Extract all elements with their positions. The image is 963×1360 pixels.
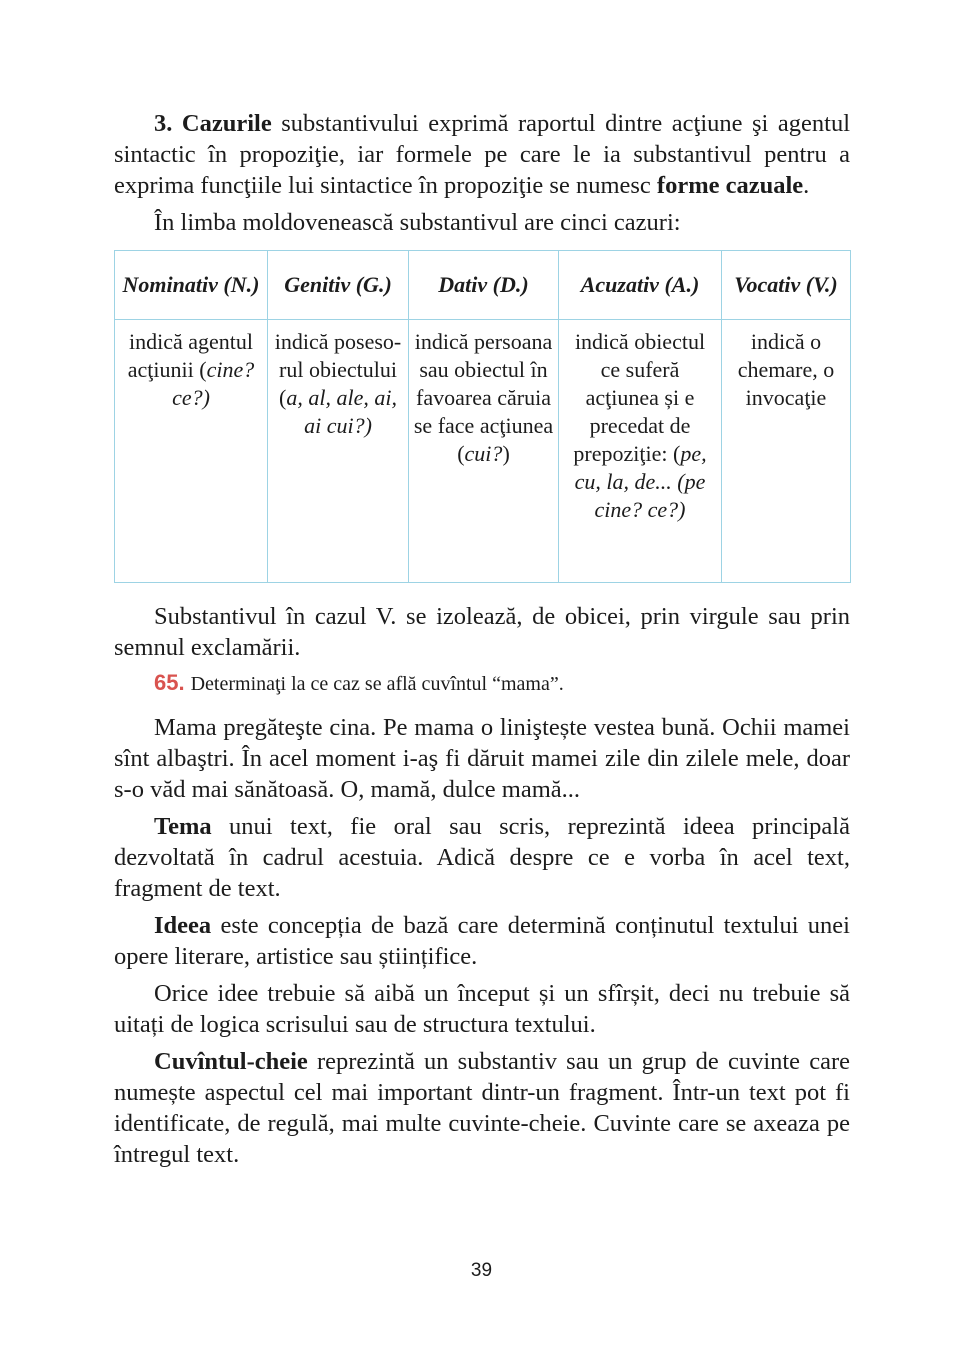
exercise-number: 65. xyxy=(154,670,185,695)
question-text: a, al, ale, ai, ai cui?) xyxy=(286,385,397,438)
exercise-heading xyxy=(154,669,850,698)
exercise-text: Mama pregăteşte cina. Pe mama o liniştește vestea bună. Ochii mamei sînt albaştri. În acel moment i-aş fi dăruit mamei zile din zilele mele, doar s-o văd mai sănătoasă. O, mamă, dulce mamă... xyxy=(114,714,850,803)
question-text: cine? ce?) xyxy=(172,357,255,410)
page-content xyxy=(114,108,850,1176)
question-open: ( xyxy=(199,357,207,382)
header-vocativ: Vocativ (V.) xyxy=(722,251,851,320)
cases-definition-end: . xyxy=(803,172,810,199)
question-open: ( xyxy=(279,385,287,410)
question-text: cui? xyxy=(464,441,503,466)
cell-text: indică o chemare, o invocaţie xyxy=(737,329,835,410)
cell-dativ xyxy=(409,320,559,583)
term-cazurile: Cazurile xyxy=(181,110,272,137)
cell-nominativ xyxy=(115,320,268,583)
question-close: ) xyxy=(502,441,510,466)
exercise-instruction: Determinaţi la ce caz se află cuvîntul “mama”. xyxy=(190,673,564,695)
cases-table-header-row xyxy=(115,251,851,320)
cases-table xyxy=(114,250,851,583)
header-acuzativ: Acuzativ (A.) xyxy=(559,251,722,320)
term-forme-cazuale: forme cazuale xyxy=(656,172,804,199)
question-open: ( xyxy=(457,441,465,466)
cases-intro: În limba moldovenească substantivul are cinci cazuri: xyxy=(154,209,681,236)
header-dativ: Dativ (D.) xyxy=(409,251,559,320)
header-nominativ: Nominativ (N.) xyxy=(115,251,268,320)
cell-acuzativ xyxy=(559,320,722,583)
cell-text: indică obiectul ce suferă acţiunea și e precedat de prepoziţie: xyxy=(573,329,706,466)
term-tema: Tema xyxy=(154,813,212,840)
cell-text: indică persoana sau obiectul în favoarea căruia se face acţiunea xyxy=(413,329,554,438)
cases-table-row xyxy=(115,320,851,583)
vocative-note: Substantivul în cazul V. se izolează, de obicei, prin virgule sau prin semnul exclamării. xyxy=(114,603,850,661)
cell-text: indică agentul acţiunii xyxy=(127,329,253,382)
tema-paragraph xyxy=(114,811,850,904)
orice-paragraph: Orice idee trebuie să aibă un început și un sfîrșit, deci nu trebuie să uitați de logica scrisului sau de structura textului. xyxy=(114,980,850,1038)
cell-genitiv xyxy=(268,320,409,583)
question-open: ( xyxy=(672,441,681,466)
cuvant-cheie-text: reprezintă un substantiv sau un grup de cuvinte care numește aspectul cel mai important dintr-un fragment. Într-un text pot fi identificate, de regulă, mai multe cuvinte-cheie. Cuvinte care se axeaza pe întregul text. xyxy=(114,1048,850,1168)
ideea-text: este concepția de bază care determină conținutul textului unei opere literare, artistice sau științifice. xyxy=(114,912,850,970)
cell-vocativ xyxy=(722,320,851,583)
header-genitiv: Genitiv (G.) xyxy=(268,251,409,320)
ideea-paragraph xyxy=(114,910,850,972)
term-ideea: Ideea xyxy=(154,912,212,939)
cases-definition xyxy=(114,108,850,201)
cuvant-cheie-paragraph xyxy=(114,1046,850,1170)
section-number: 3. xyxy=(154,110,173,137)
tema-text: unui text, fie oral sau scris, reprezintă ideea principală dezvoltată în cadrul acestuia. Adică despre ce e vorba în acel text, fragment de text. xyxy=(114,813,850,902)
term-cuvant-cheie: Cuvîntul-cheie xyxy=(154,1048,308,1075)
cell-text: indică poseso-rul obiectului xyxy=(274,329,402,382)
question-text: pe, cu, la, de... (pe cine? ce?) xyxy=(574,441,707,522)
page-number: 39 xyxy=(470,1260,493,1281)
cases-definition-text: substantivului exprimă raportul dintre acţiune şi agentul sintactic în propoziţie, iar formele pe care le ia substantivul pentru a exprima funcţiile lui sintactice în propoziţie se numesc xyxy=(114,110,850,199)
